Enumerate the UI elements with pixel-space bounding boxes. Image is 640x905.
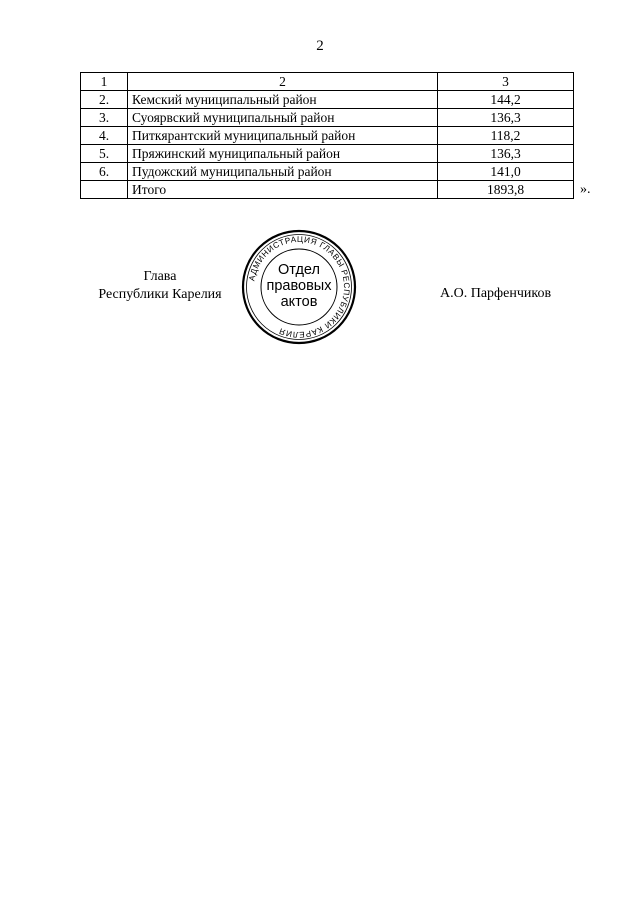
- official-stamp: [240, 228, 358, 346]
- table-row: [81, 91, 574, 109]
- district-table: [80, 72, 574, 199]
- column-header-3: 3: [438, 73, 574, 91]
- table-row: [81, 109, 574, 127]
- page-number: 2: [316, 38, 324, 54]
- row-number: 4.: [81, 127, 128, 145]
- district-name: Пряжинский муниципальный район: [128, 145, 438, 163]
- district-value: 118,2: [438, 127, 574, 145]
- total-row: [81, 181, 574, 199]
- district-value: 136,3: [438, 109, 574, 127]
- stamp-center-line1: Отдел: [278, 262, 320, 278]
- stamp-ring-text: АДМИНИСТРАЦИЯ ГЛАВЫ РЕСПУБЛИКИ КАРЕЛИЯ: [247, 234, 352, 340]
- total-value: 1893,8: [438, 181, 574, 199]
- stamp-center-line3: актов: [280, 294, 318, 310]
- row-number: [81, 181, 128, 199]
- column-header-2: 2: [128, 73, 438, 91]
- district-name: Пудожский муниципальный район: [128, 163, 438, 181]
- district-value: 141,0: [438, 163, 574, 181]
- stamp-center-line2: правовых: [266, 278, 332, 294]
- district-value: 144,2: [438, 91, 574, 109]
- district-name: Суоярвский муниципальный район: [128, 109, 438, 127]
- district-value: 136,3: [438, 145, 574, 163]
- signatory-title: [80, 268, 240, 304]
- table-row: [81, 127, 574, 145]
- row-number: 5.: [81, 145, 128, 163]
- table-row: [81, 145, 574, 163]
- signatory-name: А.О. Парфенчиков: [440, 286, 552, 301]
- column-header-1: 1: [81, 73, 128, 91]
- closing-quote: ».: [580, 182, 591, 197]
- signatory-title-line1: Глава: [143, 269, 177, 284]
- row-number: 3.: [81, 109, 128, 127]
- district-name: Кемский муниципальный район: [128, 91, 438, 109]
- row-number: 2.: [81, 91, 128, 109]
- stamp-center-text: [259, 262, 339, 310]
- table-header-row: [81, 73, 574, 91]
- row-number: 6.: [81, 163, 128, 181]
- table-row: [81, 163, 574, 181]
- signatory-title-line2: Республики Карелия: [98, 287, 222, 302]
- district-name: Питкярантский муниципальный район: [128, 127, 438, 145]
- total-label: Итого: [128, 181, 438, 199]
